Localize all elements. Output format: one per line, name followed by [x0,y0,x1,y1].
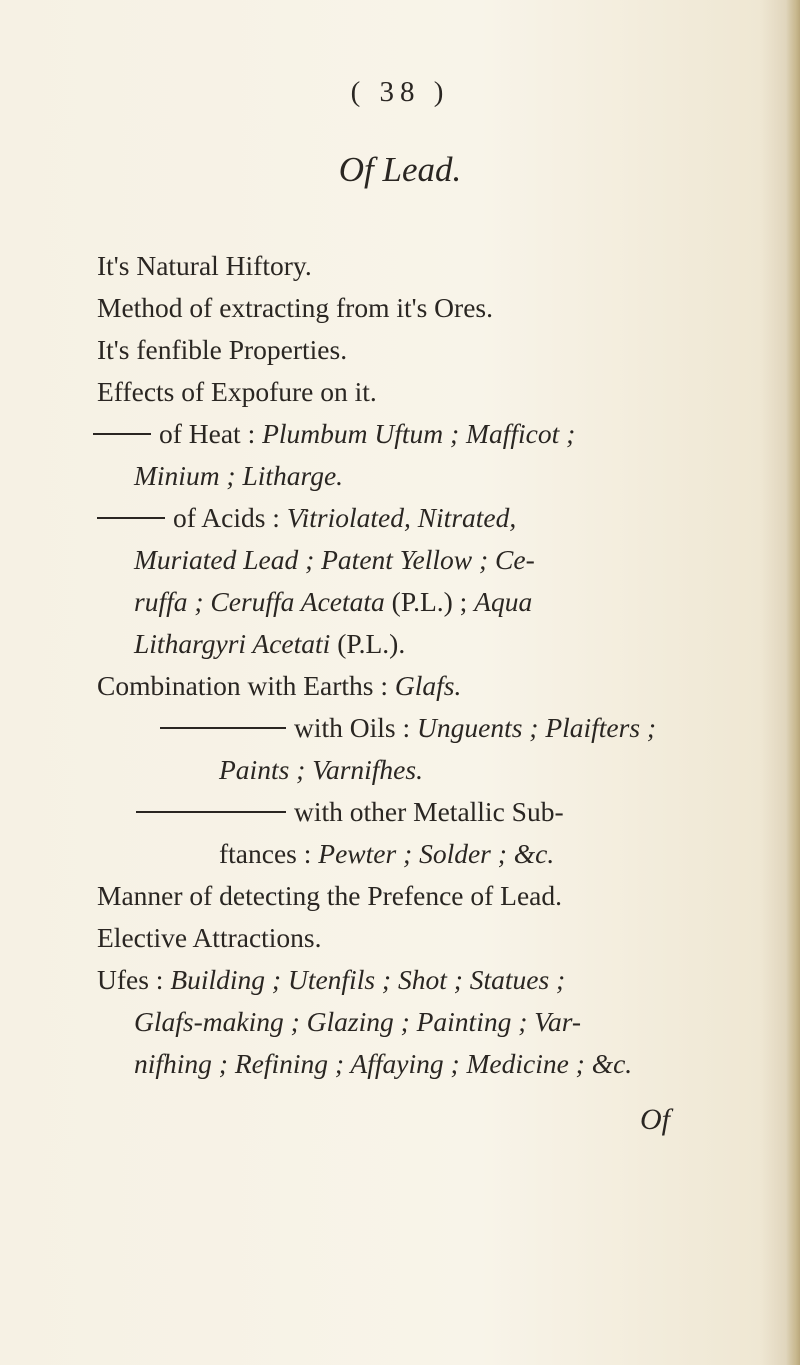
page-edge [786,0,800,1365]
entry-method-extracting: Method of extracting from it's Ores. [97,292,493,323]
entry-metallic-continued: ftances : Pewter ; Solder ; &c. [219,838,555,869]
catchword: Of [640,1103,670,1136]
entry-acids-line4: Lithargyri Acetati (P.L.). [134,628,406,659]
page-number: ( 38 ) [350,76,450,108]
entry-heat-continued: Minium ; Litharge. [134,460,344,491]
ditto-dash [97,517,165,519]
entry-uses-line3: nifhing ; Refining ; Affaying ; Medicine ; &c. [134,1048,633,1079]
entry-heat: of Heat : Plumbum Uftum ; Mafficot ; [93,420,575,448]
ditto-dash [160,727,286,729]
entry-sensible-properties: It's fenfible Properties. [97,334,348,365]
entry-metallic: with other Metallic Sub- [136,798,564,826]
entry-elective-attractions: Elective Attractions. [97,922,322,953]
ditto-dash [93,433,151,435]
entry-acids-line3: ruffa ; Ceruffa Acetata (P.L.) ; Aqua [134,586,533,617]
entry-oils: with Oils : Unguents ; Plaifters ; [160,714,656,742]
entry-effects-exposure: Effects of Expofure on it. [97,376,377,407]
section-title: Of Lead. [338,150,462,189]
entry-oils-continued: Paints ; Varnifhes. [219,754,423,785]
entry-acids-line2: Muriated Lead ; Patent Yellow ; Ce- [134,544,535,575]
entry-natural-history: It's Natural Hiftory. [97,250,312,281]
entry-detecting: Manner of detecting the Prefence of Lead. [97,880,562,911]
entry-uses-line2: Glafs-making ; Glazing ; Painting ; Var- [134,1006,582,1037]
entry-combination-earths: Combination with Earths : Glafs. [97,670,462,701]
ditto-dash [136,811,286,813]
entry-uses: Ufes : Building ; Utenfils ; Shot ; Statues ; [97,964,566,995]
entry-acids: of Acids : Vitriolated, Nitrated, [97,504,516,532]
